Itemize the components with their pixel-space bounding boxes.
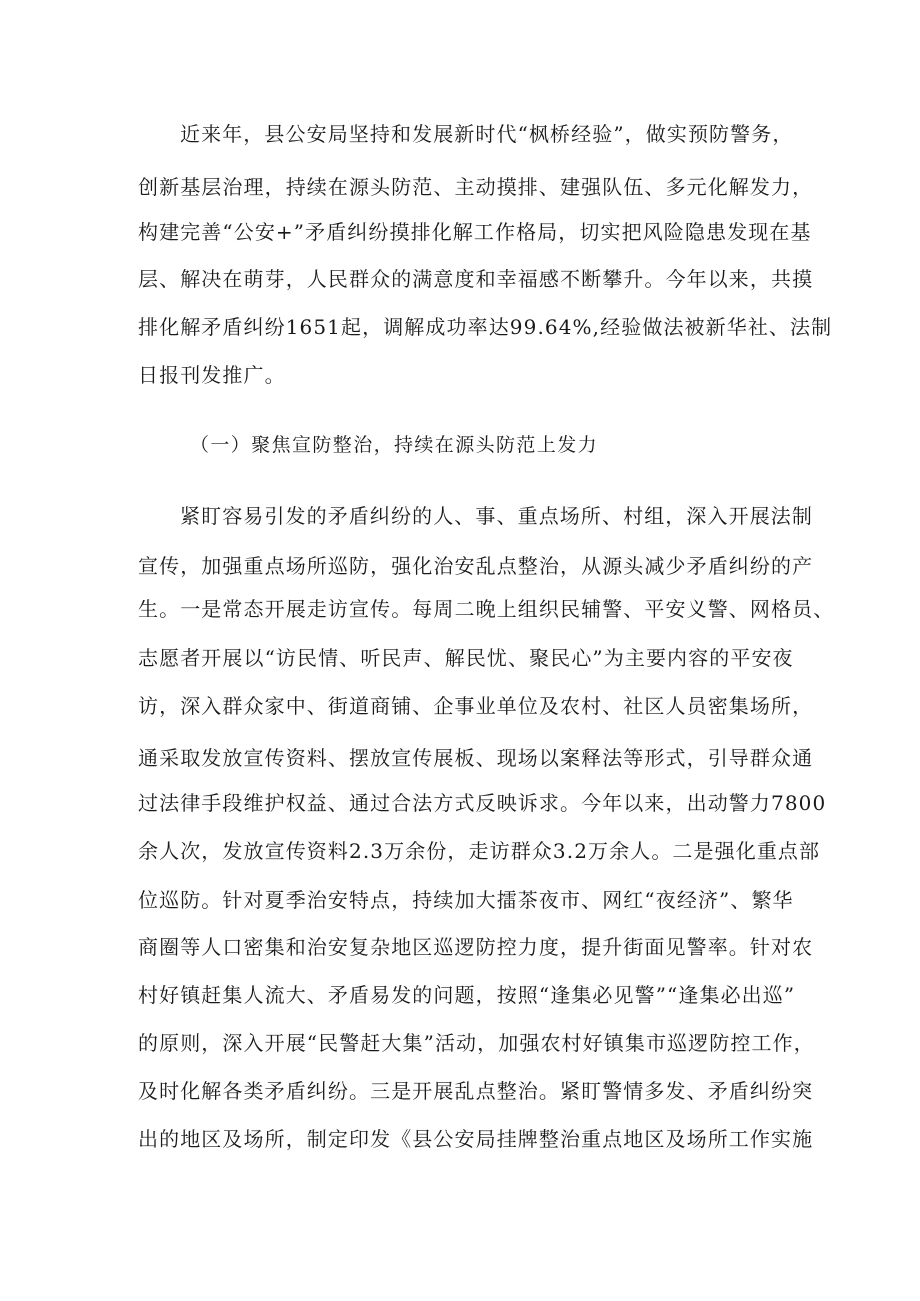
paragraph-2-line-7: 过法律手段维护权益、通过合法方式反映诉求。今年以来，出动警力7800 bbox=[138, 791, 827, 815]
paragraph-2-line-14: 出的地区及场所，制定印发《县公安局挂牌整治重点地区及场所工作实施 bbox=[138, 1127, 814, 1151]
paragraph-1-line-2: 创新基层治理，持续在源头防范、主动摸排、建强队伍、多元化解发力， bbox=[138, 175, 814, 199]
paragraph-2-line-4: 志愿者开展以“访民情、听民声、解民忧、聚民心”为主要内容的平安夜 bbox=[138, 646, 794, 670]
paragraph-2-line-1: 紧盯容易引发的矛盾纠纷的人、事、重点场所、村组，深入开展法制 bbox=[180, 504, 813, 528]
paragraph-2-line-10: 商圈等人口密集和治安复杂地区巡逻防控力度，提升街面见警率。针对农 bbox=[138, 935, 814, 959]
paragraph-1-line-3: 构建完善“公安+”矛盾纠纷摸排化解工作格局，切实把风险隐患发现在基 bbox=[138, 220, 812, 244]
paragraph-2-line-12: 的原则，深入开展“民警赶大集”活动，加强农村好镇集市巡逻防控工作， bbox=[138, 1031, 815, 1055]
paragraph-2-line-9: 位巡防。针对夏季治安特点，持续加大擂茶夜市、网红“夜经济”、繁华 bbox=[138, 888, 794, 912]
paragraph-2-line-6: 通采取发放宣传资料、摆放宣传展板、现场以案释法等形式，引导群众通 bbox=[138, 746, 814, 770]
paragraph-2-line-8: 余人次，发放宣传资料2.3万余份，走访群众3.2万余人。二是强化重点部 bbox=[138, 839, 821, 863]
paragraph-1-line-5: 排化解矛盾纠纷1651起，调解成功率达99.64%,经验做法被新华社、法制 bbox=[138, 315, 833, 339]
paragraph-2-line-5: 访，深入群众家中、街道商铺、企事业单位及农村、社区人员密集场所， bbox=[138, 694, 814, 718]
paragraph-2-line-13: 及时化解各类矛盾纠纷。三是开展乱点整治。紧盯警情多发、矛盾纠纷突 bbox=[138, 1079, 814, 1103]
paragraph-1-line-6: 日报刊发推广。 bbox=[138, 363, 286, 387]
paragraph-2-line-2: 宣传，加强重点场所巡防，强化治安乱点整治，从源头减少矛盾纠纷的产 bbox=[138, 554, 814, 578]
section-heading: （一）聚焦宣防整治，持续在源头防范上发力 bbox=[190, 434, 599, 456]
paragraph-2-line-11: 村好镇赶集人流大、矛盾易发的问题，按照“逢集必见警”“逢集必出巡” bbox=[138, 983, 796, 1007]
paragraph-2-line-3: 生。一是常态开展走访宣传。每周二晚上组织民辅警、平安义警、网格员、 bbox=[138, 597, 835, 621]
paragraph-1-line-1: 近来年，县公安局坚持和发展新时代“枫桥经验”，做实预防警务， bbox=[180, 122, 794, 146]
paragraph-1-line-4: 层、解决在萌芽，人民群众的满意度和幸福感不断攀升。今年以来，共摸 bbox=[138, 267, 814, 291]
